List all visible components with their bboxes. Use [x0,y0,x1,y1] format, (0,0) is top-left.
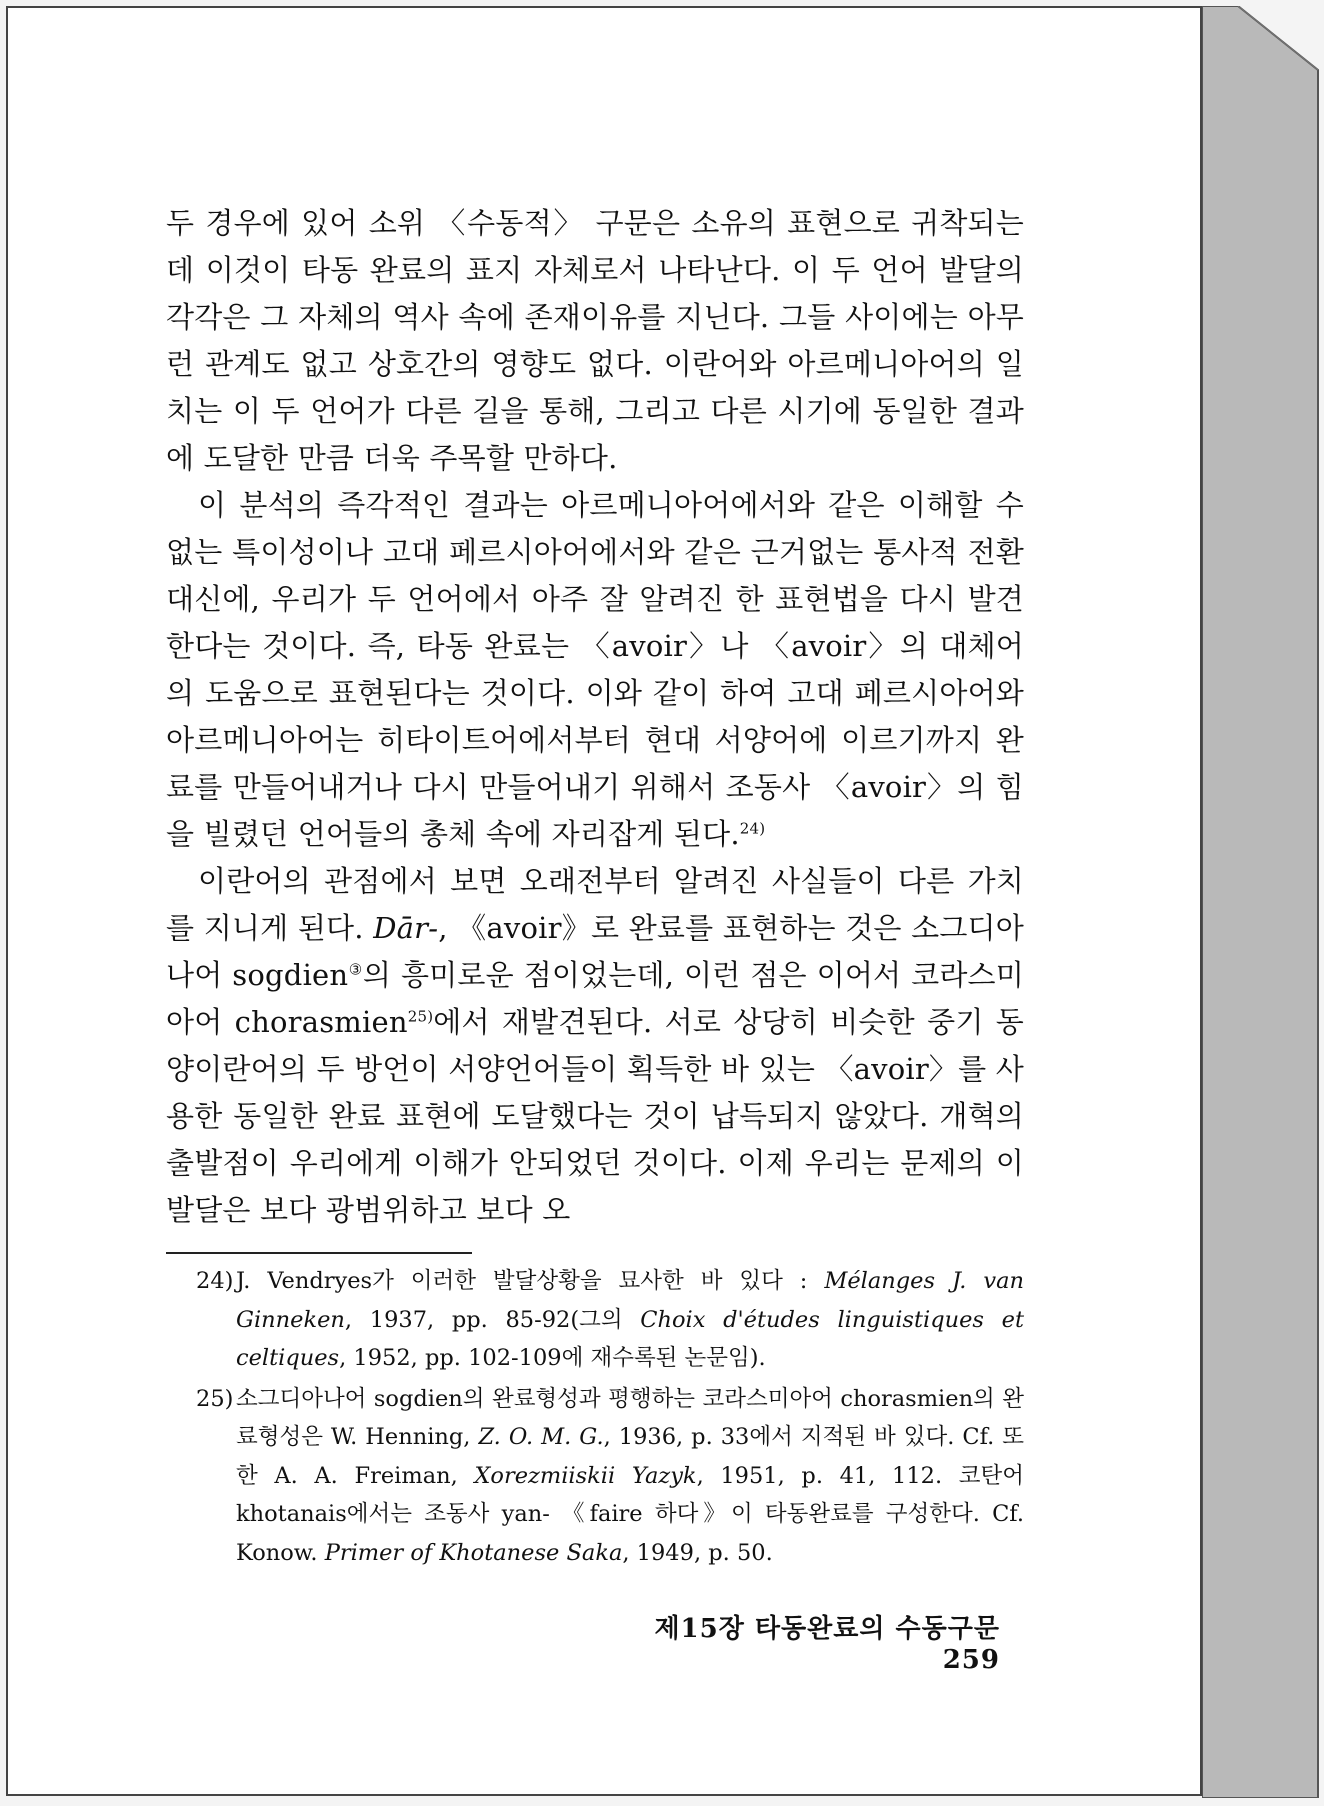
footnotes [196,1262,1024,1574]
footnote-25-text-a: 소그디아나어 sogdien의 완료형성과 평행하는 코라스미아어 chorasmien의 완료형성은 W. Henning, [236,1385,1024,1450]
footnote-25-number: 25) [196,1385,234,1412]
footnote-25-italic-2: Xorezmiiskii Yazyk [474,1462,697,1489]
footnote-25-italic-3: Primer of Khotanese Saka [324,1539,623,1566]
paragraph-3-text-c: 의 흥미로운 점이었는데, 이런 점은 이어서 코라스미아어 chorasmien [166,958,1024,1039]
footnote-25-italic-1: Z. O. M. G. [478,1424,604,1450]
footnote-25-text-b: , 1936, p. 33에서 지적된 바 있다. Cf. 또한 A. A. Freiman, [236,1424,1024,1489]
paragraph-3-dar: Dār- [373,911,439,945]
page-number: 259 [942,1645,1000,1675]
running-footer [600,1608,1000,1675]
paragraph-3-text-b: , 《avoir》로 완료를 표현하는 것은 소그디아나어 sogdien [166,911,1024,992]
footnote-24-text-a: J. Vendryes가 이러한 발달상황을 묘사한 바 있다 : [236,1268,825,1294]
footnote-25-text-c: , 1951, p. 41, 112. 코탄어 khotanais에서는 조동사 yan- 《faire 하다》이 타동완료를 구성한다. Cf. Konow. [236,1462,1024,1566]
footnote-24-number: 24) [196,1268,234,1294]
footnote-24 [196,1262,1024,1378]
paragraph-3-text-d: 에서 재발견된다. 서로 상당히 비슷한 중기 동양이란어의 두 방언이 서양언어들이 획득한 바 있는 〈avoir〉를 사용한 동일한 완료 표현에 도달했다는 것이 납득되지 않았다. 개혁의 출발점이 우리에게 이해가 안되었던 것이다. 이제 우리는 문제의 이 발달은 보다 광범위하고 보다 오 [166,1005,1024,1227]
body-text [166,200,1024,1234]
footnote-rule [166,1252,472,1254]
footnote-24-text-c: , 1952, pp. 102-109에 재수록된 논문임). [339,1345,766,1371]
footnote-ref-25: 25) [407,1007,434,1026]
footnote-24-text-b: , 1937, pp. 85-92(그의 [344,1306,641,1333]
chapter-title: 제15장 타동완료의 수동구문 [654,1614,1000,1644]
note-ref-circled-3: ③ [348,960,363,979]
footnote-24-italic-1: Mélanges J. van Ginneken [236,1268,1024,1333]
paragraph-2 [166,482,1024,858]
footnote-25 [196,1380,1024,1573]
paragraph-2-text: 이 분석의 즉각적인 결과는 아르메니아어에서와 같은 이해할 수 없는 특이성이나 고대 페르시아어에서와 같은 근거없는 통사적 전환 대신에, 우리가 두 언어에서 아주 잘 알려진 한 표현법을 다시 발견한다는 것이다. 즉, 타동 완료는 〈avoir〉나 〈avoir〉의 대체어의 도움으로 표현된다는 것이다. 이와 같이 하여 고대 페르시아어와 아르메니아어는 히타이트어에서부터 현대 서양어에 이르기까지 완료를 만들어내거나 다시 만들어내기 위해서 조동사 〈avoir〉의 힘을 빌렸던 언어들의 총체 속에 자리잡게 된다. [166,488,1024,851]
footnote-ref-24: 24) [739,819,766,838]
paragraph-1: 두 경우에 있어 소위 〈수동적〉 구문은 소유의 표현으로 귀착되는데 이것이 타동 완료의 표지 자체로서 나타난다. 이 두 언어 발달의 각각은 그 자체의 역사 속에 존재이유를 지닌다. 그들 사이에는 아무런 관계도 없고 상호간의 영향도 없다. 이란어와 아르메니아어의 일치는 이 두 언어가 다른 길을 통해, 그리고 다른 시기에 동일한 결과에 도달한 만큼 더욱 주목할 만하다. [166,206,1024,475]
footnote-25-text-d: , 1949, p. 50. [622,1539,773,1566]
footnote-24-italic-2: Choix d'études linguistiques et celtiques [236,1306,1024,1371]
paragraph-3-text-a: 이란어의 관점에서 보면 오래전부터 알려진 사실들이 다른 가치를 지니게 된다. [166,864,1024,945]
paragraph-3 [166,858,1024,1234]
page-stack-edge [1202,6,1320,1798]
